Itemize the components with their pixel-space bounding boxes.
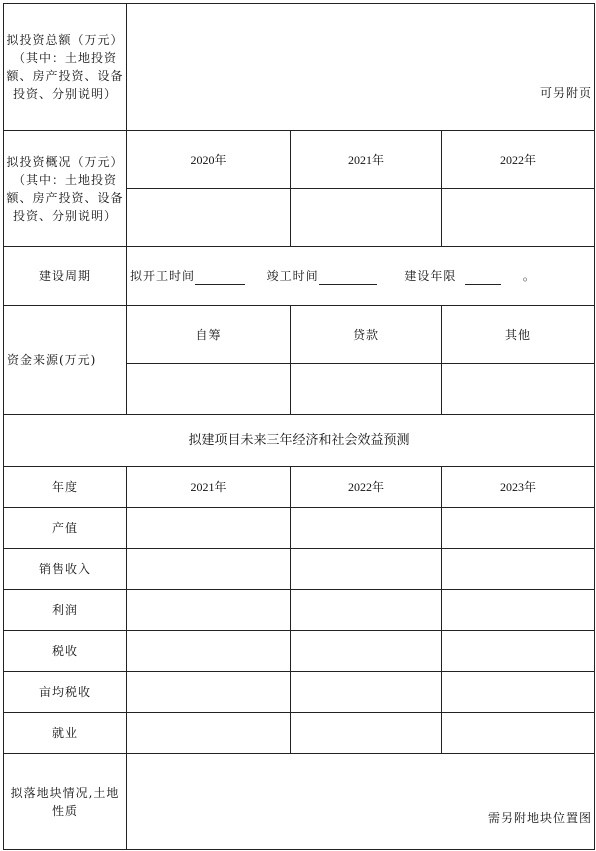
forecast-cell[interactable] — [442, 549, 595, 590]
forecast-year-row — [4, 467, 595, 508]
forecast-row-sales — [4, 549, 595, 590]
forecast-cell[interactable] — [291, 713, 442, 754]
overview-value-cell[interactable] — [442, 189, 595, 247]
forecast-cell[interactable] — [127, 508, 291, 549]
forecast-cell[interactable] — [442, 713, 595, 754]
forecast-row-label: 就业 — [4, 713, 127, 754]
forecast-row-label: 销售收入 — [4, 549, 127, 590]
overview-value-cell[interactable] — [291, 189, 442, 247]
investment-overview-year-row — [4, 131, 595, 189]
forecast-row-label: 亩均税收 — [4, 672, 127, 713]
forecast-row-output — [4, 508, 595, 549]
forecast-cell[interactable] — [127, 631, 291, 672]
start-time-blank[interactable] — [195, 270, 245, 285]
construction-period-row — [4, 247, 595, 306]
forecast-year-2023: 2023年 — [442, 467, 595, 508]
fund-other-label: 其他 — [442, 306, 595, 364]
construction-period-fields — [127, 247, 595, 306]
investment-total-row — [4, 4, 595, 131]
land-row — [4, 754, 595, 850]
duration-blank[interactable] — [465, 270, 501, 285]
fund-value-cell[interactable] — [127, 364, 291, 415]
forecast-cell[interactable] — [127, 549, 291, 590]
forecast-row-label: 产值 — [4, 508, 127, 549]
duration-label: 建设年限 — [404, 269, 457, 283]
land-note: 需另附地块位置图 — [127, 754, 595, 850]
overview-value-cell[interactable] — [127, 189, 291, 247]
forecast-title: 拟建项目未来三年经济和社会效益预测 — [4, 415, 595, 467]
forecast-cell[interactable] — [291, 549, 442, 590]
investment-total-note: 可另附页 — [127, 4, 595, 131]
forecast-cell[interactable] — [442, 590, 595, 631]
forecast-row-tax — [4, 631, 595, 672]
construction-period-label: 建设周期 — [4, 247, 127, 306]
investment-overview-label: 拟投资概况（万元）（其中：土地投资额、房产投资、设备投资、分别说明） — [4, 131, 127, 247]
forecast-year-2022: 2022年 — [291, 467, 442, 508]
start-time-label: 拟开工时间 — [130, 269, 196, 283]
fund-source-label: 资金来源(万元) — [4, 306, 127, 415]
forecast-cell[interactable] — [442, 631, 595, 672]
forecast-cell[interactable] — [291, 672, 442, 713]
forecast-row-label: 税收 — [4, 631, 127, 672]
forecast-title-row — [4, 415, 595, 467]
forecast-cell[interactable] — [127, 713, 291, 754]
end-time-label: 竣工时间 — [266, 269, 319, 283]
forecast-cell[interactable] — [442, 672, 595, 713]
forecast-row-label: 利润 — [4, 590, 127, 631]
land-label: 拟落地块情况,土地性质 — [4, 754, 127, 850]
fund-value-cell[interactable] — [442, 364, 595, 415]
forecast-cell[interactable] — [442, 508, 595, 549]
forecast-cell[interactable] — [127, 672, 291, 713]
end-time-blank[interactable] — [319, 270, 377, 285]
forecast-cell[interactable] — [291, 508, 442, 549]
overview-year-2021: 2021年 — [291, 131, 442, 189]
fund-self-label: 自筹 — [127, 306, 291, 364]
forecast-year-header: 年度 — [4, 467, 127, 508]
forecast-row-tax-per-mu — [4, 672, 595, 713]
fund-source-header-row — [4, 306, 595, 364]
forecast-cell[interactable] — [291, 631, 442, 672]
fund-value-cell[interactable] — [291, 364, 442, 415]
overview-year-2020: 2020年 — [127, 131, 291, 189]
forecast-year-2021: 2021年 — [127, 467, 291, 508]
fund-loan-label: 贷款 — [291, 306, 442, 364]
forecast-row-employment — [4, 713, 595, 754]
investment-total-label: 拟投资总额（万元）（其中：土地投资额、房产投资、设备投资、分别说明） — [4, 4, 127, 131]
forecast-cell[interactable] — [127, 590, 291, 631]
overview-year-2022: 2022年 — [442, 131, 595, 189]
period-end-mark: 。 — [522, 269, 536, 283]
forecast-row-profit — [4, 590, 595, 631]
forecast-cell[interactable] — [291, 590, 442, 631]
project-form-table — [3, 3, 595, 850]
